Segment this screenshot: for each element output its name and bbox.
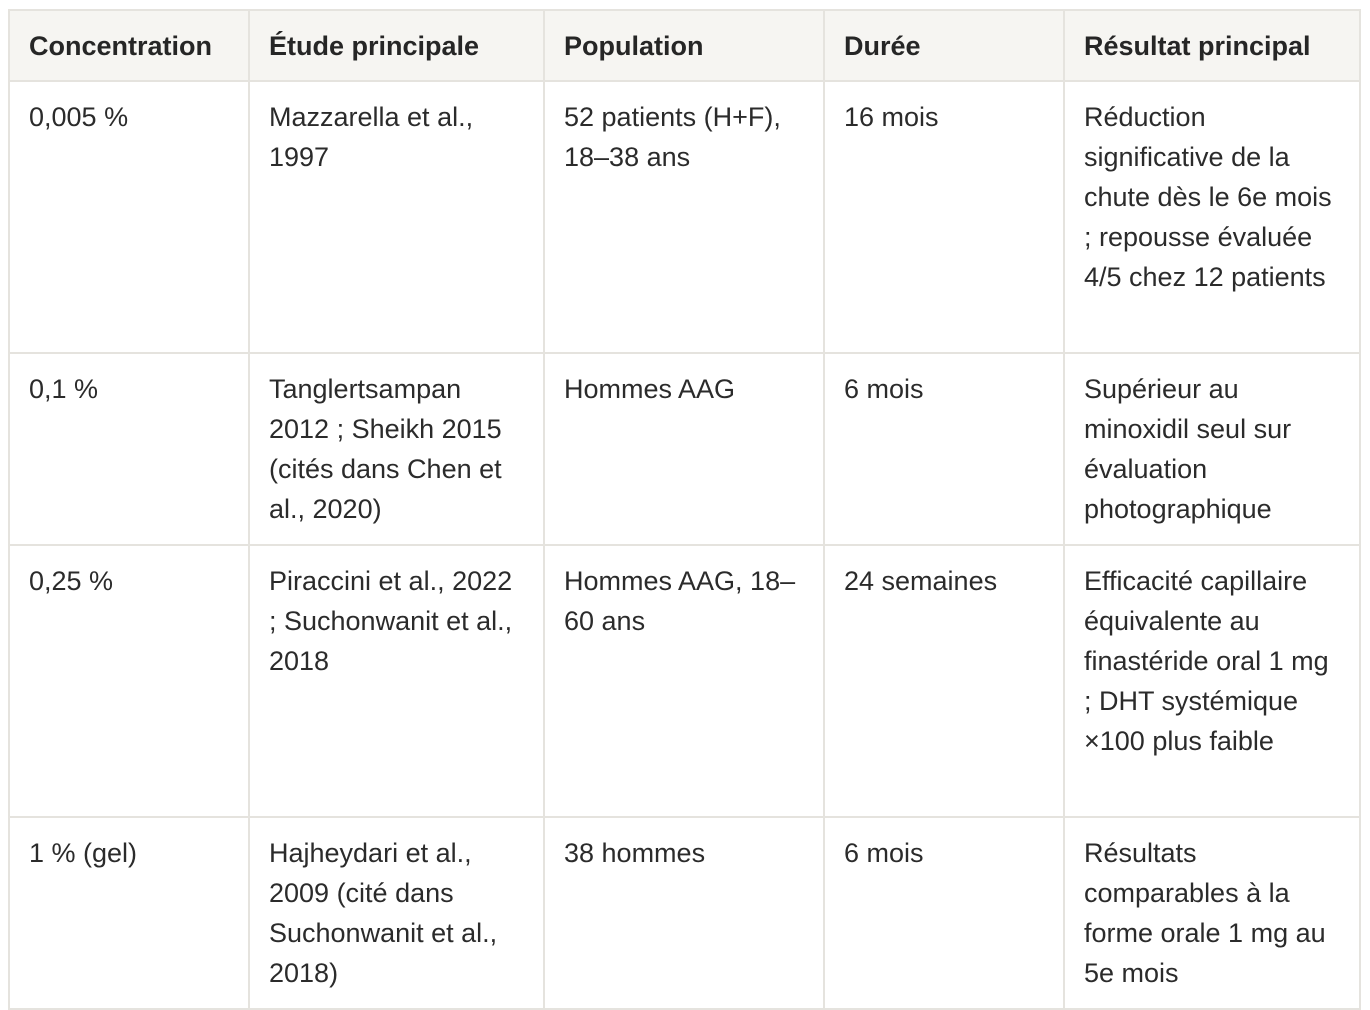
cell-duration: 24 semaines xyxy=(824,545,1064,817)
cell-population: Hommes AAG, 18–60 ans xyxy=(544,545,824,817)
cell-main-study: Hajheydari et al., 2009 (cité dans Suchonwanit et al., 2018) xyxy=(249,817,544,1009)
table-header xyxy=(9,10,1360,81)
table-row xyxy=(9,81,1360,353)
cell-duration: 16 mois xyxy=(824,81,1064,353)
table-row xyxy=(9,353,1360,545)
cell-concentration: 0,25 % xyxy=(9,545,249,817)
header-population: Population xyxy=(544,10,824,81)
cell-main-result: Résultats comparables à la forme orale 1 mg au 5e mois xyxy=(1064,817,1360,1009)
table-row xyxy=(9,545,1360,817)
studies-table xyxy=(8,9,1361,1010)
cell-main-study: Tanglertsampan 2012 ; Sheikh 2015 (cités dans Chen et al., 2020) xyxy=(249,353,544,545)
cell-duration: 6 mois xyxy=(824,817,1064,1009)
cell-main-study: Piraccini et al., 2022 ; Suchonwanit et al., 2018 xyxy=(249,545,544,817)
cell-main-result: Supérieur au minoxidil seul sur évaluation photographique xyxy=(1064,353,1360,545)
cell-main-result: Réduction significative de la chute dès le 6e mois ; repousse évaluée 4/5 chez 12 patients xyxy=(1064,81,1360,353)
cell-concentration: 0,005 % xyxy=(9,81,249,353)
header-main-result: Résultat principal xyxy=(1064,10,1360,81)
cell-population: 38 hommes xyxy=(544,817,824,1009)
table-row xyxy=(9,817,1360,1009)
cell-population: Hommes AAG xyxy=(544,353,824,545)
header-main-study: Étude principale xyxy=(249,10,544,81)
table-body xyxy=(9,81,1360,1009)
cell-main-result: Efficacité capillaire équivalente au finastéride oral 1 mg ; DHT systémique ×100 plus faible xyxy=(1064,545,1360,817)
cell-concentration: 0,1 % xyxy=(9,353,249,545)
cell-duration: 6 mois xyxy=(824,353,1064,545)
header-row xyxy=(9,10,1360,81)
header-duration: Durée xyxy=(824,10,1064,81)
cell-main-study: Mazzarella et al., 1997 xyxy=(249,81,544,353)
cell-population: 52 patients (H+F), 18–38 ans xyxy=(544,81,824,353)
header-concentration: Concentration xyxy=(9,10,249,81)
cell-concentration: 1 % (gel) xyxy=(9,817,249,1009)
